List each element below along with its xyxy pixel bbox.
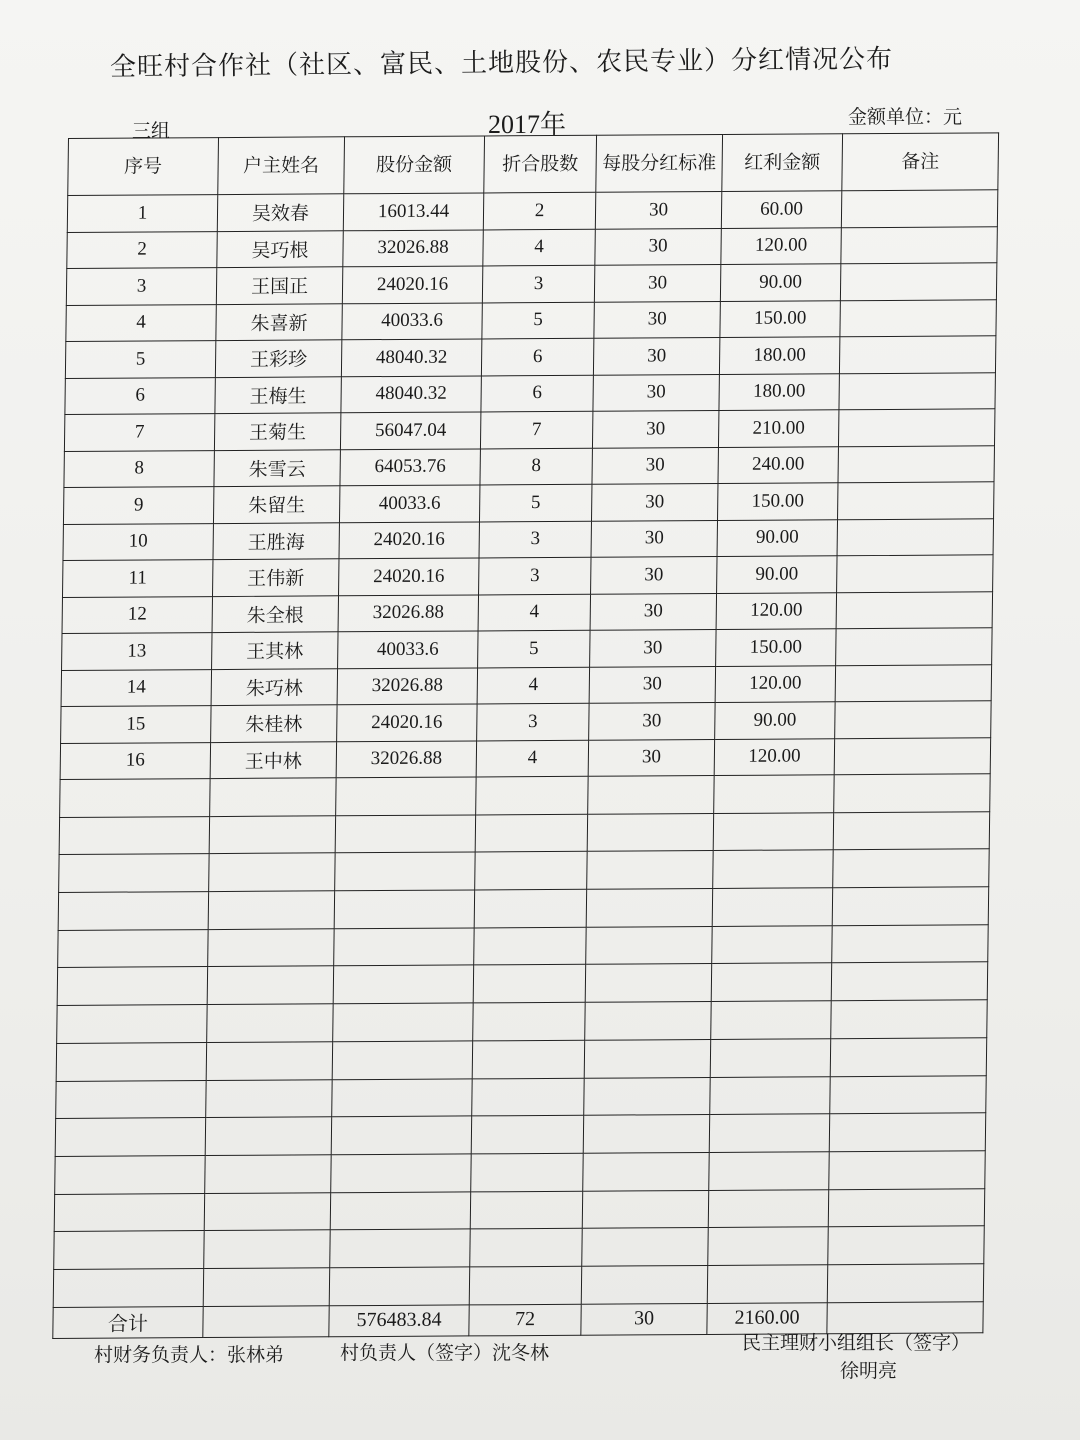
- row-name: 朱巧林: [211, 668, 337, 705]
- row-no: 8: [64, 450, 214, 487]
- table-row: [66, 299, 997, 341]
- row-name: 王菊生: [214, 413, 340, 450]
- empty-cell: [472, 1040, 585, 1078]
- row-note: [836, 628, 992, 665]
- row-note: [836, 591, 992, 628]
- table-header-row: [68, 133, 999, 196]
- row-shares: 3: [477, 703, 589, 740]
- empty-cell: [714, 775, 835, 813]
- empty-cell: [475, 814, 588, 852]
- row-shares: 4: [477, 667, 589, 704]
- total-dividend: 2160.00: [707, 1302, 827, 1334]
- row-dividend: 150.00: [720, 300, 840, 337]
- empty-cell: [56, 1042, 207, 1081]
- row-rate: 30: [595, 228, 721, 265]
- table-row: [65, 336, 996, 378]
- empty-cell: [583, 1115, 710, 1153]
- empty-cell: [471, 1115, 584, 1153]
- table-row: [63, 518, 994, 560]
- row-shares: 6: [481, 375, 593, 412]
- empty-cell: [58, 892, 209, 931]
- table-row: [61, 701, 992, 743]
- col-header-name: 户主姓名: [218, 137, 345, 195]
- row-dividend: 120.00: [714, 738, 834, 775]
- table-row: [64, 409, 995, 451]
- empty-cell: [829, 1113, 986, 1152]
- row-dividend: 60.00: [721, 191, 841, 228]
- empty-cell: [833, 811, 990, 850]
- empty-cell: [474, 889, 587, 927]
- row-rate: 30: [593, 337, 719, 374]
- row-rate: 30: [588, 739, 714, 776]
- empty-cell: [469, 1266, 582, 1304]
- row-amount: 40033.6: [339, 485, 479, 522]
- row-amount: 48040.32: [341, 339, 481, 376]
- row-dividend: 150.00: [718, 483, 838, 520]
- table-row: [65, 372, 996, 414]
- empty-cell: [209, 815, 336, 853]
- empty-cell: [204, 1192, 331, 1230]
- document-title: 全旺村合作社（社区、富民、土地股份、农民专业）分红情况公布: [109, 44, 894, 83]
- row-name: 王梅生: [215, 376, 341, 413]
- empty-cell: [475, 852, 588, 890]
- col-header-rate: 每股分红标准: [596, 135, 723, 193]
- row-amount: 32026.88: [343, 229, 483, 266]
- empty-cell: [828, 1188, 985, 1227]
- row-amount: 48040.32: [341, 375, 481, 412]
- row-name: 王中林: [210, 741, 336, 778]
- empty-cell: [470, 1229, 583, 1267]
- dividend-table: [52, 132, 999, 1338]
- empty-cell: [56, 1080, 207, 1119]
- empty-cell: [206, 1079, 333, 1117]
- empty-cell: [203, 1268, 330, 1306]
- empty-cell: [207, 966, 334, 1004]
- row-rate: 30: [592, 410, 718, 447]
- empty-cell: [54, 1193, 205, 1232]
- empty-cell: [335, 852, 476, 891]
- empty-cell: [476, 776, 589, 814]
- row-note: [840, 263, 996, 300]
- row-note: [840, 299, 996, 336]
- empty-row: [58, 925, 989, 968]
- empty-cell: [57, 1005, 208, 1044]
- row-no: 13: [62, 633, 212, 670]
- empty-cell: [707, 1265, 828, 1303]
- row-amount: 56047.04: [340, 412, 480, 449]
- row-no: 12: [62, 596, 212, 633]
- empty-cell: [474, 927, 587, 965]
- table-row: [66, 263, 997, 305]
- empty-cell: [331, 1154, 472, 1193]
- row-shares: 4: [483, 229, 595, 266]
- empty-cell: [713, 812, 834, 850]
- empty-cell: [207, 1004, 334, 1042]
- row-rate: 30: [591, 520, 717, 557]
- empty-cell: [582, 1228, 709, 1266]
- dividend-table-wrapper: [52, 132, 998, 1338]
- row-name: 王其林: [212, 632, 338, 669]
- empty-row: [55, 1151, 986, 1194]
- empty-cell: [335, 815, 476, 854]
- row-note: [834, 737, 990, 774]
- row-rate: 30: [592, 447, 718, 484]
- empty-cell: [709, 1152, 830, 1190]
- row-shares: 5: [482, 302, 594, 339]
- empty-cell: [332, 1041, 473, 1080]
- empty-cell: [58, 929, 209, 968]
- empty-row: [58, 887, 989, 930]
- empty-row: [57, 962, 988, 1005]
- empty-cell: [711, 963, 832, 1001]
- empty-cell: [330, 1229, 471, 1268]
- empty-cell: [832, 887, 989, 926]
- empty-cell: [828, 1226, 985, 1265]
- finance-officer: 村财务负责人：张林弟: [94, 1344, 285, 1366]
- empty-cell: [584, 1077, 711, 1115]
- row-rate: 30: [591, 483, 717, 520]
- row-name: 王胜海: [213, 522, 339, 559]
- total-rate: 30: [581, 1303, 707, 1335]
- empty-cell: [470, 1191, 583, 1229]
- empty-cell: [831, 962, 988, 1001]
- row-no: 4: [66, 304, 216, 341]
- empty-row: [54, 1188, 985, 1231]
- row-dividend: 120.00: [721, 227, 841, 264]
- row-no: 1: [67, 195, 217, 232]
- row-rate: 30: [593, 374, 719, 411]
- row-dividend: 210.00: [718, 410, 838, 447]
- col-header-no: 序号: [68, 138, 219, 196]
- empty-cell: [53, 1268, 204, 1307]
- row-name: 吴巧根: [217, 230, 343, 267]
- empty-row: [59, 849, 990, 892]
- empty-cell: [329, 1267, 470, 1306]
- row-dividend: 120.00: [716, 592, 836, 629]
- empty-cell: [830, 1038, 987, 1077]
- row-rate: 30: [589, 666, 715, 703]
- row-name: 朱桂林: [211, 705, 337, 742]
- row-amount: 40033.6: [342, 302, 482, 339]
- row-amount: 24020.16: [339, 521, 479, 558]
- col-header-note: 备注: [842, 133, 999, 191]
- col-header-amount: 股份金额: [344, 136, 485, 194]
- empty-cell: [55, 1118, 206, 1157]
- row-no: 11: [62, 560, 212, 597]
- row-shares: 3: [479, 521, 591, 558]
- empty-cell: [471, 1153, 584, 1191]
- row-shares: 5: [479, 484, 591, 521]
- empty-cell: [586, 889, 713, 927]
- empty-cell: [588, 775, 715, 813]
- row-shares: 2: [483, 192, 595, 229]
- empty-cell: [831, 1000, 988, 1039]
- row-dividend: 180.00: [719, 373, 839, 410]
- row-amount: 16013.44: [343, 193, 483, 230]
- row-shares: 7: [480, 411, 592, 448]
- row-shares: 3: [479, 557, 591, 594]
- empty-cell: [587, 813, 714, 851]
- empty-cell: [582, 1190, 709, 1228]
- table-row: [60, 737, 991, 779]
- row-rate: 30: [589, 702, 715, 739]
- row-name: 吴效春: [217, 194, 343, 231]
- empty-cell: [585, 964, 712, 1002]
- row-name: 王国正: [216, 267, 342, 304]
- empty-cell: [583, 1152, 710, 1190]
- empty-cell: [205, 1155, 332, 1193]
- empty-cell: [55, 1155, 206, 1194]
- empty-row: [60, 774, 991, 817]
- row-no: 3: [66, 268, 216, 305]
- row-rate: 30: [594, 264, 720, 301]
- group-leader-label: 民主理财小组组长（签字）: [742, 1332, 971, 1354]
- row-shares: 3: [482, 265, 594, 302]
- empty-cell: [712, 888, 833, 926]
- total-shares: 72: [469, 1304, 581, 1336]
- row-no: 14: [61, 669, 211, 706]
- table-row: [61, 664, 992, 706]
- empty-cell: [332, 1078, 473, 1117]
- empty-cell: [209, 853, 336, 891]
- empty-cell: [708, 1189, 829, 1227]
- empty-cell: [827, 1264, 984, 1303]
- row-amount: 24020.16: [342, 266, 482, 303]
- empty-cell: [834, 774, 991, 813]
- empty-cell: [331, 1116, 472, 1155]
- row-note: [838, 409, 994, 446]
- table-row: [63, 482, 994, 524]
- empty-cell: [60, 779, 211, 818]
- empty-row: [55, 1113, 986, 1156]
- row-note: [837, 555, 993, 592]
- row-name: 朱全根: [212, 595, 338, 632]
- empty-cell: [472, 1078, 585, 1116]
- row-dividend: 90.00: [717, 556, 837, 593]
- row-note: [837, 518, 993, 555]
- row-rate: 30: [594, 301, 720, 338]
- row-no: 15: [61, 706, 211, 743]
- row-amount: 40033.6: [338, 631, 478, 668]
- row-amount: 24020.16: [337, 704, 477, 741]
- empty-row: [57, 1000, 988, 1043]
- row-name: 王彩珍: [215, 340, 341, 377]
- table-row: [64, 445, 995, 487]
- row-name: 朱喜新: [216, 303, 342, 340]
- row-rate: 30: [590, 629, 716, 666]
- empty-cell: [59, 816, 210, 855]
- empty-cell: [205, 1117, 332, 1155]
- table-row: [67, 226, 998, 268]
- row-dividend: 150.00: [716, 629, 836, 666]
- row-no: 5: [65, 341, 215, 378]
- empty-row: [54, 1226, 985, 1269]
- row-note: [838, 482, 994, 519]
- empty-cell: [473, 1002, 586, 1040]
- empty-cell: [336, 777, 477, 816]
- empty-cell: [830, 1075, 987, 1114]
- row-amount: 32026.88: [338, 594, 478, 631]
- group-leader-name: 徐明亮: [840, 1360, 898, 1382]
- row-note: [841, 190, 997, 227]
- row-note: [839, 372, 995, 409]
- row-dividend: 90.00: [720, 264, 840, 301]
- empty-cell: [208, 929, 335, 967]
- row-amount: 32026.88: [337, 667, 477, 704]
- empty-cell: [585, 1002, 712, 1040]
- empty-cell: [586, 926, 713, 964]
- empty-cell: [584, 1039, 711, 1077]
- table-row: [62, 628, 993, 670]
- empty-cell: [208, 891, 335, 929]
- row-amount: 64053.76: [340, 448, 480, 485]
- empty-cell: [833, 849, 990, 888]
- empty-cell: [59, 854, 210, 893]
- row-note: [841, 226, 997, 263]
- empty-cell: [713, 850, 834, 888]
- empty-cell: [832, 925, 989, 964]
- row-name: 朱雪云: [214, 449, 340, 486]
- year-label: 2017年: [488, 110, 567, 139]
- group-label: 三组: [132, 120, 171, 142]
- table-row: [62, 555, 993, 597]
- table-row: [62, 591, 993, 633]
- empty-cell: [587, 851, 714, 889]
- empty-cell: [330, 1191, 471, 1230]
- empty-row: [56, 1075, 987, 1118]
- village-head: 村负责人（签字）沈冬林: [340, 1342, 550, 1364]
- row-no: 10: [63, 523, 213, 560]
- empty-cell: [210, 778, 337, 816]
- empty-cell: [712, 926, 833, 964]
- empty-cell: [334, 890, 475, 929]
- total-name-blank: [203, 1305, 329, 1337]
- row-no: 6: [65, 377, 215, 414]
- row-no: 7: [64, 414, 214, 451]
- row-rate: 30: [591, 556, 717, 593]
- row-dividend: 90.00: [715, 702, 835, 739]
- empty-cell: [473, 965, 586, 1003]
- empty-cell: [204, 1230, 331, 1268]
- empty-cell: [708, 1227, 829, 1265]
- row-note: [835, 664, 991, 701]
- row-shares: 5: [478, 630, 590, 667]
- total-amount: 576483.84: [329, 1305, 469, 1337]
- empty-cell: [710, 1039, 831, 1077]
- table-row: [67, 190, 998, 232]
- empty-cell: [581, 1265, 708, 1303]
- row-note: [838, 445, 994, 482]
- row-shares: 6: [481, 338, 593, 375]
- empty-cell: [206, 1042, 333, 1080]
- row-dividend: 180.00: [719, 337, 839, 374]
- empty-row: [56, 1038, 987, 1081]
- unit-label: 金额单位：元: [848, 106, 963, 128]
- empty-row: [53, 1264, 984, 1307]
- row-rate: 30: [590, 593, 716, 630]
- col-header-dividend: 红利金额: [722, 134, 843, 192]
- empty-cell: [710, 1076, 831, 1114]
- row-no: 2: [67, 231, 217, 268]
- total-label: 合计: [53, 1306, 203, 1338]
- row-dividend: 90.00: [717, 519, 837, 556]
- empty-cell: [334, 928, 475, 967]
- empty-cell: [54, 1231, 205, 1270]
- row-dividend: 240.00: [718, 446, 838, 483]
- row-note: [839, 336, 995, 373]
- row-name: 王伟新: [213, 559, 339, 596]
- row-rate: 30: [595, 192, 721, 229]
- empty-cell: [709, 1114, 830, 1152]
- row-dividend: 120.00: [715, 665, 835, 702]
- empty-cell: [57, 967, 208, 1006]
- empty-cell: [829, 1151, 986, 1190]
- empty-cell: [333, 1003, 474, 1042]
- row-no: 16: [60, 742, 210, 779]
- row-shares: 4: [478, 594, 590, 631]
- empty-cell: [333, 965, 474, 1004]
- row-amount: 32026.88: [336, 740, 476, 777]
- col-header-shares: 折合股数: [484, 135, 597, 193]
- row-shares: 4: [476, 740, 588, 777]
- empty-row: [59, 811, 990, 854]
- empty-cell: [711, 1001, 832, 1039]
- row-amount: 24020.16: [339, 558, 479, 595]
- row-shares: 8: [480, 448, 592, 485]
- row-name: 朱留生: [213, 486, 339, 523]
- row-no: 9: [63, 487, 213, 524]
- row-note: [835, 701, 991, 738]
